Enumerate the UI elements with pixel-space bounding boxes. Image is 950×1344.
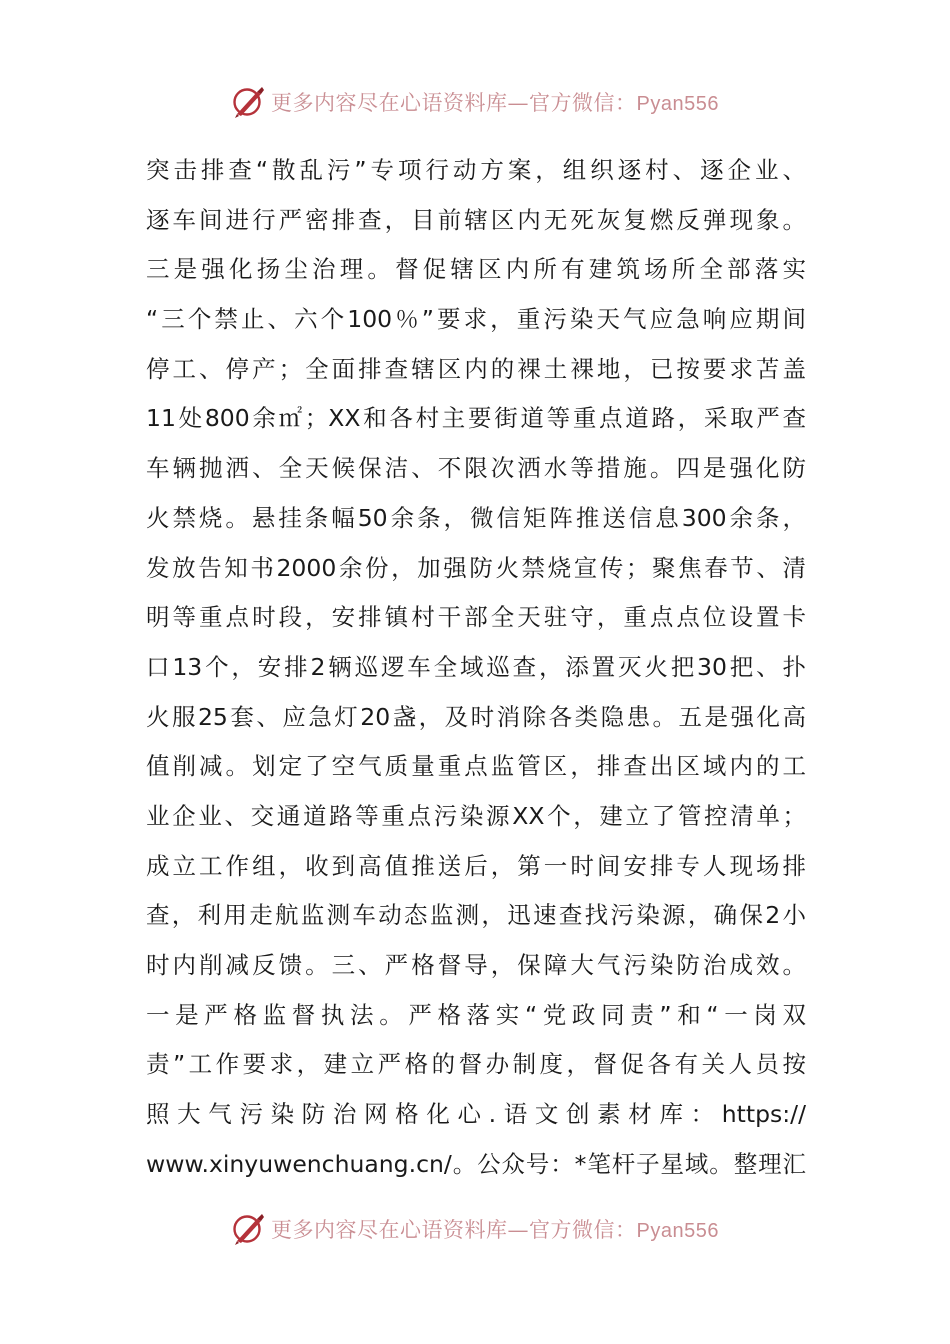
body-line: 火服25套、应急灯20盏，及时消除各类隐患。五是强化高 <box>146 702 806 731</box>
document-body <box>146 146 806 1189</box>
body-line: 责”工作要求，建立严格的督办制度，督促各有关人员按 <box>146 1050 806 1079</box>
pen-logo-icon <box>231 84 267 120</box>
header-banner <box>0 80 950 124</box>
body-line: 11处800余㎡；XX和各村主要街道等重点道路，采取严查 <box>146 404 806 433</box>
body-line: 发放告知书2000余份，加强防火禁烧宣传；聚焦春节、清 <box>146 553 806 582</box>
body-line: 一是严格监督执法。严格落实“党政同责”和“一岗双 <box>146 1000 806 1029</box>
body-line: 明等重点时段，安排镇村干部全天驻守，重点点位设置卡 <box>146 603 806 632</box>
body-line: “三个禁止、六个100％”要求，重污染天气应急响应期间 <box>146 305 806 334</box>
body-line: 查，利用走航监测车动态监测，迅速查找污染源，确保2小 <box>146 901 806 930</box>
body-line: 业企业、交通道路等重点污染源XX个，建立了管控清单； <box>146 801 806 830</box>
header-banner-text: 更多内容尽在心语资料库—官方微信：Pyan556 <box>271 91 719 115</box>
body-line: 火禁烧。悬挂条幅50余条，微信矩阵推送信息300余条， <box>146 503 806 532</box>
body-line: 时内削减反馈。三、严格督导，保障大气污染防治成效。 <box>146 951 806 979</box>
body-line: 突击排查“散乱污”专项行动方案，组织逐村、逐企业、 <box>146 156 806 184</box>
body-line: 成立工作组，收到高值推送后，第一时间安排专人现场排 <box>146 851 806 880</box>
body-line: 车辆抛洒、全天候保洁、不限次洒水等措施。四是强化防 <box>146 454 806 483</box>
body-line: 停工、停产；全面排查辖区内的裸土裸地，已按要求苫盖 <box>146 354 806 383</box>
body-line: 逐车间进行严密排查，目前辖区内无死灰复燃反弹现象。 <box>146 205 806 234</box>
footer-banner <box>0 1207 950 1251</box>
body-line: 照大气污染防治网格化心.语文创素材库：https:// <box>146 1100 806 1129</box>
body-line: 口13个，安排2辆巡逻车全域巡查，添置灭火把30把、扑 <box>146 652 806 681</box>
body-line: www.xinyuwenchuang.cn/。公众号：*笔杆子星域。整理汇 <box>146 1149 806 1178</box>
body-line: 值削减。划定了空气质量重点监管区，排查出区域内的工 <box>146 752 806 781</box>
body-line: 三是强化扬尘治理。督促辖区内所有建筑场所全部落实 <box>146 255 806 284</box>
pen-logo-icon <box>231 1211 267 1247</box>
footer-banner-text: 更多内容尽在心语资料库—官方微信：Pyan556 <box>271 1218 719 1242</box>
